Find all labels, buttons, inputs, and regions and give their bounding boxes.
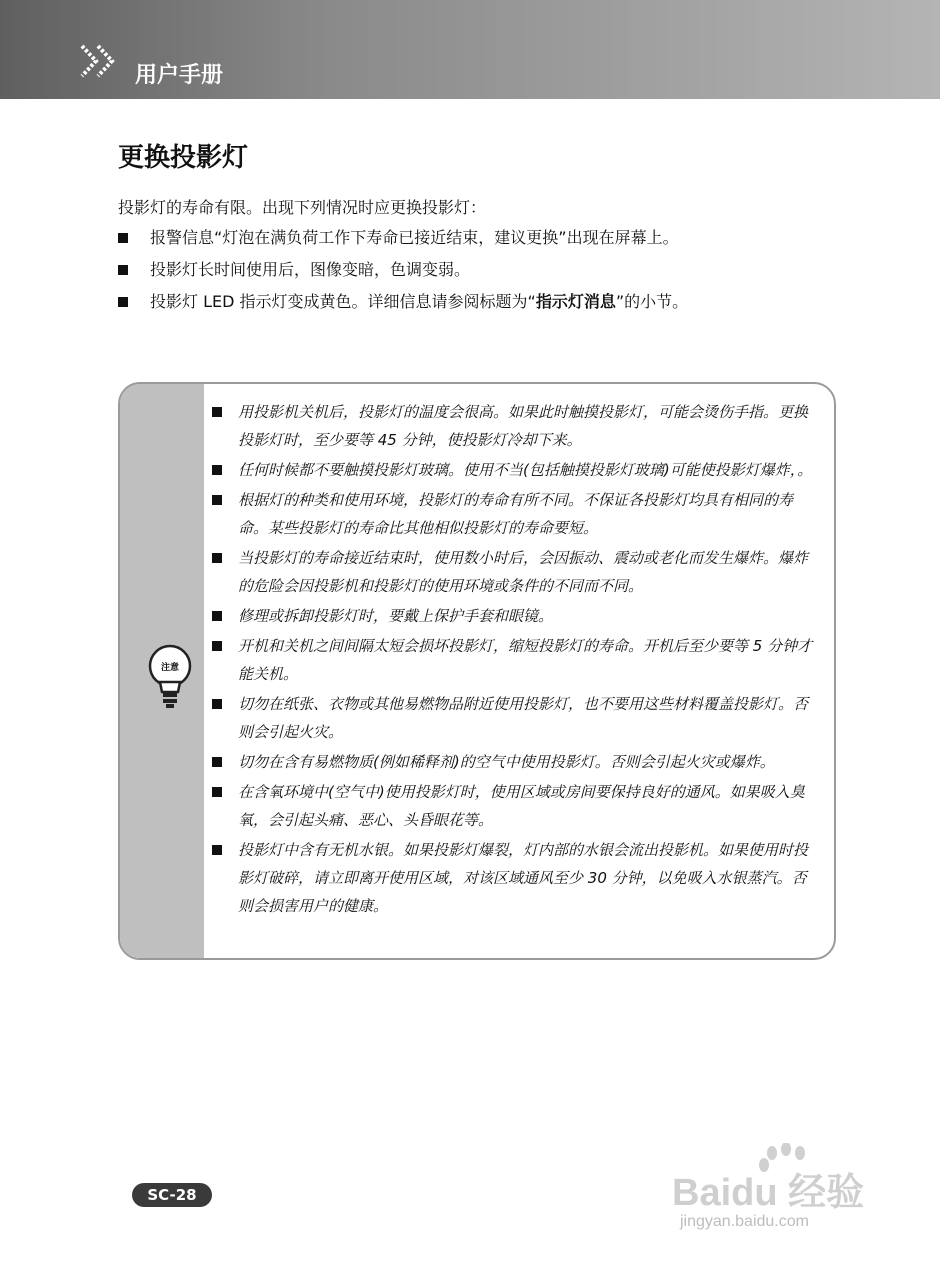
bullet-square-icon — [212, 553, 222, 563]
caution-lightbulb-icon — [148, 644, 194, 710]
list-item: 在含氧环境中(空气中)使用投影灯时，使用区域或房间要保持良好的通风。如果吸入臭氧，会引起头痛、恶心、头昏眼花等。 — [212, 778, 816, 834]
caution-label: 注意 — [160, 663, 180, 673]
page-number-badge: SC-28 — [132, 1183, 212, 1207]
caution-box — [118, 382, 836, 960]
section-title: 更换投影灯 — [118, 143, 249, 173]
bullet-square-icon — [212, 757, 222, 767]
list-item: 用投影机关机后，投影灯的温度会很高。如果此时触摸投影灯，可能会烫伤手指。更换投影灯时，至少要等 45 分钟，使投影灯冷却下来。 — [212, 398, 816, 454]
bullet-square-icon — [212, 407, 222, 417]
list-item: 投影灯长时间使用后，图像变暗，色调变弱。 — [118, 258, 688, 290]
watermark-brand: Baidu 经验 — [672, 1172, 865, 1213]
replacement-conditions-list — [118, 226, 688, 322]
bullet-square-icon — [212, 465, 222, 475]
list-item: 开机和关机之间间隔太短会损坏投影灯，缩短投影灯的寿命。开机后至少要等 5 分钟才能关机。 — [212, 632, 816, 688]
manual-title: 用户手册 — [135, 63, 224, 88]
bullet-square-icon — [118, 297, 128, 307]
list-item: 当投影灯的寿命接近结束时，使用数小时后，会因振动、震动或老化而发生爆炸。爆炸的危险会因投影机和投影灯的使用环境或条件的不同而不同。 — [212, 544, 816, 600]
indicator-messages-ref: 指示灯消息 — [535, 292, 616, 311]
list-item: 投影灯 LED 指示灯变成黄色。详细信息请参阅标题为“指示灯消息”的小节。 — [118, 290, 688, 322]
caution-list — [212, 398, 816, 922]
list-item: 切勿在含有易燃物质(例如稀释剂)的空气中使用投影灯。否则会引起火灾或爆炸。 — [212, 748, 816, 776]
bullet-square-icon — [212, 845, 222, 855]
list-item: 切勿在纸张、衣物或其他易燃物品附近使用投影灯，也不要用这些材料覆盖投影灯。否则会引起火灾。 — [212, 690, 816, 746]
intro-text: 投影灯的寿命有限。出现下列情况时应更换投影灯： — [118, 198, 487, 217]
list-item: 根据灯的种类和使用环境，投影灯的寿命有所不同。不保证各投影灯均具有相同的寿命。某些投影灯的寿命比其他相似投影灯的寿命要短。 — [212, 486, 816, 542]
baidu-jingyan-watermark — [668, 1143, 888, 1213]
bullet-square-icon — [118, 233, 128, 243]
list-item: 任何时候都不要触摸投影灯玻璃。使用不当(包括触摸投影灯玻璃)可能使投影灯爆炸，。 — [212, 456, 816, 484]
page-header — [0, 0, 940, 99]
watermark-url: jingyan.baidu.com — [680, 1213, 809, 1230]
double-chevron-right-icon — [80, 44, 124, 78]
bullet-square-icon — [212, 495, 222, 505]
bullet-square-icon — [212, 641, 222, 651]
caution-sidebar — [120, 384, 204, 958]
list-item: 修理或拆卸投影灯时，要戴上保护手套和眼镜。 — [212, 602, 816, 630]
bullet-square-icon — [118, 265, 128, 275]
list-item: 投影灯中含有无机水银。如果投影灯爆裂，灯内部的水银会流出投影机。如果使用时投影灯破碎，请立即离开使用区域，对该区域通风至少 30 分钟，以免吸入水银蒸汽。否则会损害用户的健康。 — [212, 836, 816, 920]
bullet-square-icon — [212, 787, 222, 797]
bullet-square-icon — [212, 699, 222, 709]
bullet-square-icon — [212, 611, 222, 621]
list-item: 报警信息“灯泡在满负荷工作下寿命已接近结束，建议更换”出现在屏幕上。 — [118, 226, 688, 258]
